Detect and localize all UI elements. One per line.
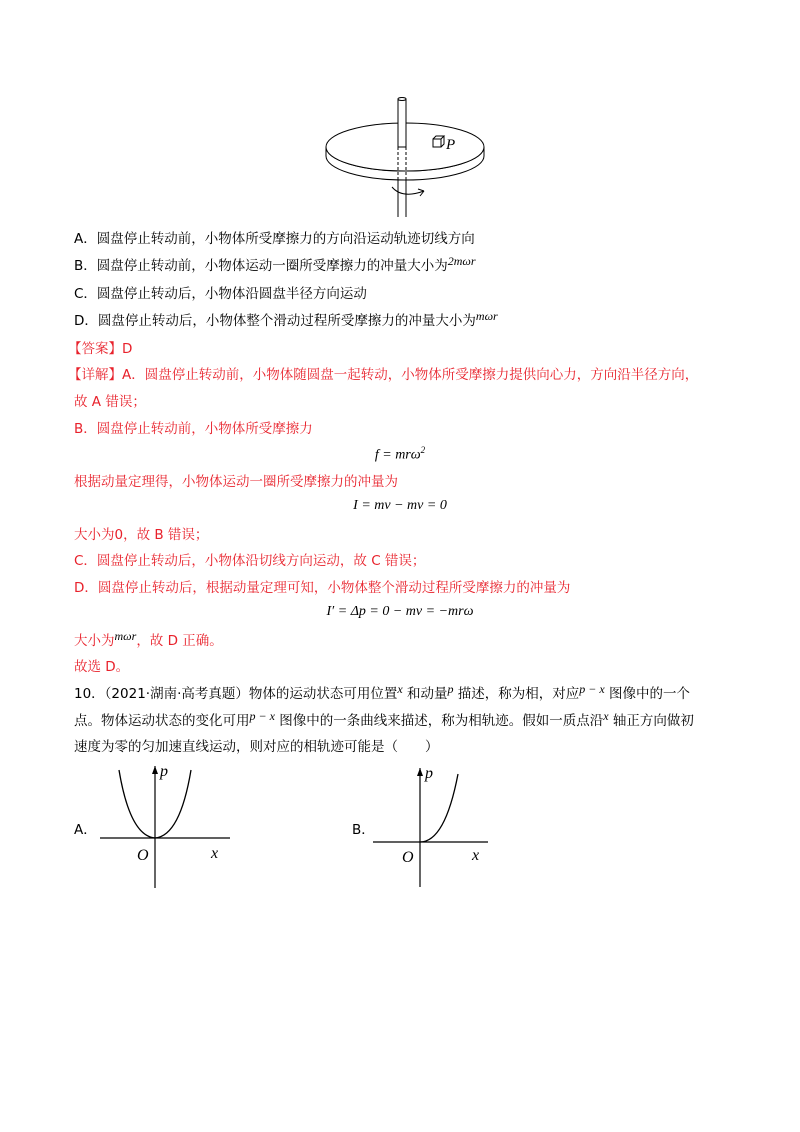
graph-b-x-label: x (472, 847, 480, 864)
detail-line-7: D．圆盘停止转动后，根据动量定理可知，小物体整个滑动过程所受摩擦力的冲量为 (74, 580, 571, 596)
detail-line-8: 大小为mωr，故 D 正确。 (74, 629, 223, 649)
option-a: A．圆盘停止转动前，小物体所受摩擦力的方向沿运动轨迹切线方向 (74, 231, 475, 247)
point-p-label: P (446, 137, 456, 153)
graph-a (95, 758, 240, 890)
equation-impulse: I = mv − mv = 0 (353, 498, 447, 513)
graph-a-option-label: A． (74, 822, 97, 838)
detail-line-1: 【详解】A．圆盘停止转动前，小物体随圆盘一起转动，小物体所受摩擦力提供向心力，方向沿半径方向， (68, 367, 699, 383)
equation-impulse-after: I′ = Δp = 0 − mv = −mrω (326, 604, 474, 619)
answer-label: 【答案】D (68, 341, 133, 357)
option-b-math: 2mωr (447, 254, 476, 268)
detail-line-6: C．圆盘停止转动后，小物体沿切线方向运动，故 C 错误； (74, 553, 426, 569)
option-b (74, 256, 476, 276)
detail-line-4: 根据动量定理得，小物体运动一圈所受摩擦力的冲量为 (74, 474, 398, 490)
question-10-line-2: 点。物体运动状态的变化可用p − x 图像中的一条曲线来描述，称为相轨迹。假如一质点沿x 轴正方向做初 (74, 709, 694, 729)
detail-line-5: 大小为0，故 B 错误； (74, 527, 209, 543)
graph-b-option-label: B． (352, 822, 375, 838)
option-d-math: mωr (475, 309, 498, 323)
question-10-line-1: 10．（2021·湖南·高考真题）物体的运动状态可用位置x 和动量p 描述，称为相，对应p − x 图像中的一个 (74, 682, 691, 702)
option-b-text: B．圆盘停止转动前，小物体运动一圈所受摩擦力的冲量大小为 (74, 258, 448, 274)
graph-b-p-label: p (425, 765, 433, 782)
detail-line-3: B．圆盘停止转动前，小物体所受摩擦力 (74, 421, 313, 437)
graph-b (370, 762, 500, 890)
equation-friction: f = mrω$^2$ (374, 445, 426, 463)
graph-a-x-label: x (211, 845, 219, 862)
graph-b-origin-label: O (402, 849, 414, 866)
graph-a-origin-label: O (137, 847, 149, 864)
detail-line-9: 故选 D。 (74, 659, 130, 675)
question-10-line-3: 速度为零的匀加速直线运动，则对应的相轨迹可能是（ ） (74, 739, 439, 755)
option-d-text: D．圆盘停止转动后，小物体整个滑动过程所受摩擦力的冲量大小为 (74, 313, 476, 329)
option-c: C．圆盘停止转动后，小物体沿圆盘半径方向运动 (74, 286, 367, 302)
detail-line-2: 故 A 错误； (74, 394, 146, 410)
option-d (74, 311, 498, 331)
graph-a-p-label: p (160, 763, 168, 780)
rotating-disk-figure (320, 95, 490, 220)
